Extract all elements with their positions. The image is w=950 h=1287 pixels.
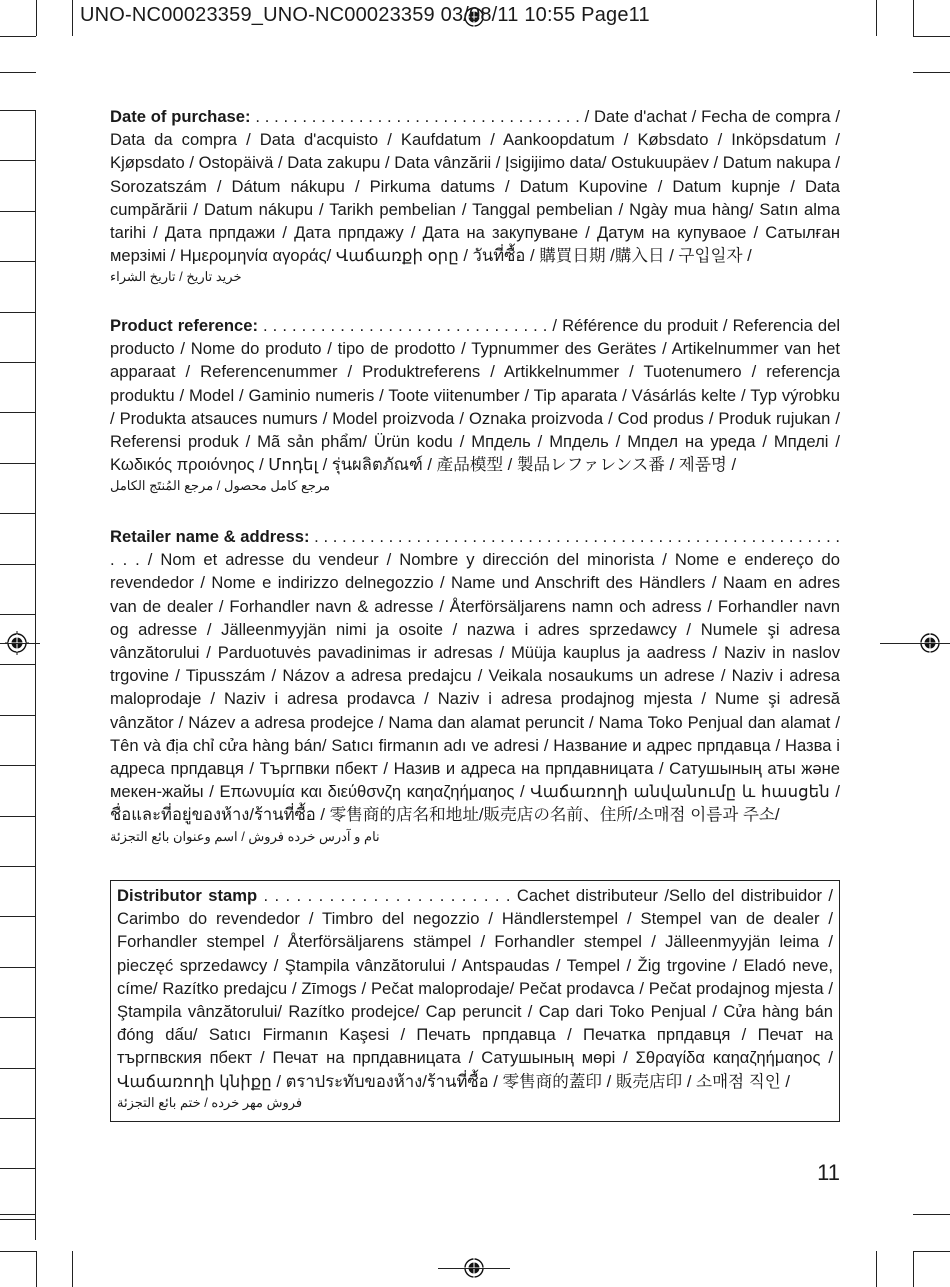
crop-mark (876, 0, 877, 36)
print-slug: UNO-NC00023359_UNO-NC00023359 03/08/11 10:55 Page11 (80, 4, 650, 26)
crop-mark (72, 1251, 73, 1287)
side-tab-line (0, 916, 36, 917)
crop-mark (438, 1268, 510, 1269)
side-tab-line (0, 362, 36, 363)
section-label: Product reference: (110, 316, 258, 335)
page-number: 11 (817, 1160, 840, 1185)
crop-mark (913, 72, 950, 73)
date-of-purchase-section (110, 105, 840, 287)
crop-mark (913, 1251, 914, 1287)
side-tab-line (0, 261, 36, 262)
side-tab-line (0, 1068, 36, 1069)
crop-mark (913, 1214, 950, 1215)
arabic-text: نام و آدرس خرده فروش / اسم وعنوان بائع التجزئة (110, 828, 380, 844)
section-label: Distributor stamp (117, 886, 258, 905)
crop-mark (0, 72, 36, 73)
crop-mark (0, 643, 40, 644)
section-text: / Nom et adresse du vendeur / Nombre y dirección del minorista / Nome e endereço do revendedor / Nome e indirizzo delnegozzio / Name und Anschrift des Händlers / Naam en adres van de dealer / Forhandler navn & adresse / Återförsäljarens namn och adress / Forhandler navn og adresse / Jälleenmyyjän nimi ja osoite / nazwa i adres sprzedawcy / Numele şi adresa vânzătorului / Parduotuvės pavadinimas ir adresas / Müüja kauplus ja aadress / Naziv in naslov trgovine / Tipusszám / Názov a adresa predajcu / Veikala nosaukums un adrese / Naziv i adresa maloprodaje / Naziv i adresa prodavca / Naziv i adresa prodajnog mjesta / Nume şi adresă vânzător / Název a adresa prodejce / Nama dan alamat peruncit / Nama Toko Penjual dan alamat / Tên và địa chỉ cửa hàng bán/ Satıcı firmanın adı ve adresi / Название и адрес прпдавца / Назва і адреса прпдавця / Търгпвки пбект / Назив и адреса на прпдавницата / Сатушының аты және мекен-жайы / Επωνυμία και διεύθσνζη καηαζηήμαηος / Վաճառողի անվանումը և հասցեն / ชื่อและที่อยู่ของห้าง/ร้านที่ซื้อ / 零售商的店名和地址/販売店の名前、住所/소매점 이름과 주소/ (110, 550, 840, 825)
side-tab-line (0, 160, 36, 161)
crop-mark (0, 36, 36, 37)
product-reference-section (110, 314, 840, 496)
crop-mark (880, 643, 950, 644)
section-label: Retailer name & address: (110, 527, 310, 546)
crop-mark (0, 1251, 36, 1252)
side-tab-line (0, 513, 36, 514)
crop-mark (913, 1251, 950, 1252)
side-tab-line (0, 412, 36, 413)
fill-dots: . . . . . . . . . . . . . . . . . . . . . . . . . . . . . . (257, 316, 553, 335)
section-text: Cachet distributeur /Sello del distribuidor / Carimbo do revendedor / Timbro del negozzio / Händlerstempel / Stempel van de dealer / Forhandler stempel / Återförsäljarens stämpel / Forhandler stempel / Jälleenmyyjän leima / pieczęć sprzedawcy / Ştampila vânzătorului / Antspaudas / Tempel / Žig trgovine / Eladó neve, címe/ Razítko predajcu / Zīmogs / Pečat maloprodaje/ Pečat prodavca / Pečat prodajnog mjesta / Ştampila vânzătorului/ Razítko prodejce/ Cap peruncit / Cap dari Toko Penjual / Cửa hàng bán đóng dấu/ Satıcı Firmanın Kaşesi / Печать прпдавца / Печатка прпдавця / Печат на търгпвския пбект / Печат на прпдавницата / Сатушының мөрі / Σθραγίδα καηαζηήμαηος / Վաճառողի կնիքը / ตราประทับของห้าง/ร้านที่ซื้อ / 零售商的蓋印 / 販売店印 / 소매점 직인 / (117, 886, 834, 1091)
crop-mark (913, 36, 950, 37)
retailer-section (110, 525, 840, 847)
side-tab-line (0, 664, 36, 665)
side-tab-line (0, 211, 36, 212)
crop-mark (72, 0, 73, 36)
crop-mark (36, 1251, 37, 1287)
side-tab-line (0, 312, 36, 313)
fill-dots: . . . . . . . . . . . . . . . . . . . . . . . . . . . . . . . . . . . . . . . . . . . . . . . . . . . . . . . . . . . . (110, 527, 840, 570)
crop-mark (876, 1251, 877, 1287)
side-tab-line (0, 110, 36, 111)
distributor-stamp-box (110, 880, 840, 1122)
distributor-stamp-section (117, 884, 833, 1113)
crop-mark (36, 0, 37, 36)
side-tab-line (0, 564, 36, 565)
arabic-text: فروش مهر خرده / ختم بائع التجزئة (117, 1094, 303, 1110)
side-tab-line (0, 816, 36, 817)
side-tab-line (0, 614, 36, 615)
fill-dots: . . . . . . . . . . . . . . . . . . . . . . . (257, 886, 517, 905)
side-tab-line (0, 866, 36, 867)
side-tab-line (0, 1118, 36, 1119)
side-tab-line (0, 765, 36, 766)
side-tab-line (0, 1168, 36, 1169)
side-tab-ruler (0, 110, 36, 1240)
section-label: Date of purchase: (110, 107, 251, 126)
side-tab-line (0, 463, 36, 464)
fill-dots: . . . . . . . . . . . . . . . . . . . . . . . . . . . . . . . . . . . (250, 107, 585, 126)
arabic-text: مرجع كامل محصول / مرجع المُنتَج الكامل (110, 478, 331, 494)
section-text: / Date d'achat / Fecha de compra / Data da compra / Data d'acquisto / Kaufdatum / Aankoopdatum / Købsdato / Inköpsdatum / Kjøpsdato / Ostopäivä / Data zakupu / Data vânzării / Įsigijimo data/ Ostukuupäev / Datum nakupa / Sorozatszám / Dátum nákupu / Pirkuma datums / Datum Kupovine / Datum kupnje / Data cumpărării / Datum nákupu / Tarikh pembelian / Tanggal pembelian / Ngày mua hàng/ Satın alma tarihi / Дата прпдажи / Дата прпдажу / Дата на закупуване / Датум на купуваое / Сатылған мерзімі / Ημερομηνία αγοράς/ Վաճառքի օրը / วันที่ซื้อ / 購買日期 /購入日 / 구입일자 / (110, 107, 840, 266)
side-tab-line (0, 1017, 36, 1018)
arabic-text: خريد تاريخ / تاريخ الشراء (110, 269, 242, 285)
crop-mark (913, 0, 914, 36)
section-text: / Référence du produit / Referencia del producto / Nome do produto / tipo de prodotto / Typnummer des Gerätes / Artikelnummer van het apparaat / Referencenummer / Produktreferens / Artikkelnummer / Tuotenumero / referencja produktu / Model / Gaminio numeris / Toote viitenumber / Tip aparata / Vásárlás kelte / Typ výrobku / Produkta atsauces numurs / Model proizvoda / Oznaka proizvoda / Cod produs / Produk rujukan / Referensi produk / Mã sản phẩm/ Ürün kodu / Мпдель / Мпдель / Мпдел на уреда / Мпделі / Κωδικός προιόνηος / Մոդել / รุ่นผลิตภัณฑ์ / 產品模型 / 製品レファレンス番 / 제품명 / (110, 316, 841, 475)
side-tab-line (0, 1219, 36, 1220)
side-tab-line (0, 967, 36, 968)
side-tab-line (0, 715, 36, 716)
